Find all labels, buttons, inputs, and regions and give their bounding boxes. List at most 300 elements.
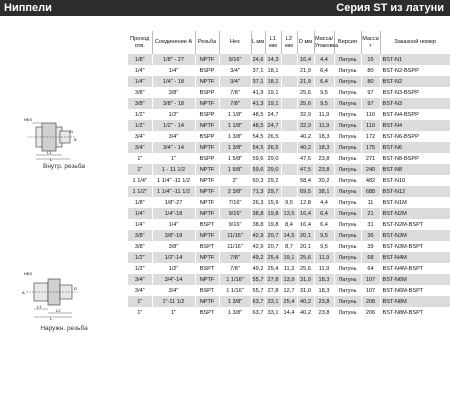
table-cell: 13,9	[281, 274, 297, 285]
table-cell: 26,5	[265, 131, 281, 142]
table-cell: 110	[361, 109, 380, 120]
diagram-label-hex: HEX	[24, 117, 33, 122]
table-cell: 1 3/8"	[219, 296, 251, 307]
table-cell: 3/4" - 14	[152, 142, 195, 153]
table-cell: 29,2	[265, 175, 281, 186]
table-cell: BST-N3-BSPP	[380, 87, 450, 98]
table-row	[128, 285, 450, 296]
table-cell: 1"	[152, 307, 195, 318]
table-cell: 11	[361, 197, 380, 208]
table-cell: Латунь	[334, 208, 361, 219]
table-cell: BST-N2M	[380, 208, 450, 219]
diagram-label-a: A	[22, 290, 25, 295]
table-cell: Латунь	[334, 164, 361, 175]
table-cell: 18,1	[265, 76, 281, 87]
table-cell: 47,5	[297, 164, 314, 175]
table-cell: BST-N4-BSPP	[380, 109, 450, 120]
table-cell: 1"	[128, 296, 152, 307]
table-cell: 48,5	[251, 109, 265, 120]
table-cell: 1/8" - 27	[152, 54, 195, 65]
table-cell: Латунь	[334, 98, 361, 109]
header-bar	[0, 0, 450, 16]
table-cell: 3/8"-18	[152, 230, 195, 241]
table-cell: 8,4	[281, 219, 297, 230]
table-cell: 1"	[128, 153, 152, 164]
table-cell: 47,5	[297, 153, 314, 164]
table-cell: 1 1/4" -11 1/2	[152, 175, 195, 186]
table-header-row	[128, 31, 450, 54]
table-cell: 1/2" - 14	[152, 120, 195, 131]
table-cell: 3/4"	[219, 76, 251, 87]
table-cell: BSPT	[195, 263, 219, 274]
table-cell: 63,7	[251, 296, 265, 307]
table-cell: BST-N3	[380, 98, 450, 109]
table-row	[128, 54, 450, 65]
diagram-label-l2: L2	[56, 308, 61, 313]
table-cell: 40,2	[297, 296, 314, 307]
table-cell: 37,1	[251, 65, 265, 76]
table-cell: BSPT	[195, 219, 219, 230]
table-cell: 63,7	[251, 307, 265, 318]
table-cell: 29,0	[265, 153, 281, 164]
table-cell: 40,2	[297, 142, 314, 153]
table-cell: 54,5	[251, 131, 265, 142]
table-cell: 240	[361, 164, 380, 175]
table-cell: 11,9	[314, 109, 334, 120]
table-cell: 19,1	[265, 87, 281, 98]
diagram-label-hex: HEX	[24, 271, 33, 276]
table-cell: 3/8"	[128, 98, 152, 109]
table-cell: 69,5	[297, 186, 314, 197]
table-cell: NPTF	[195, 296, 219, 307]
table-cell: 206	[361, 307, 380, 318]
table-cell: NPTF	[195, 208, 219, 219]
table-cell: 60,3	[251, 175, 265, 186]
table-cell: 9,5	[314, 98, 334, 109]
table-cell: 3/4"-14	[152, 274, 195, 285]
col-header: Соединение A	[152, 31, 195, 54]
table-cell: 29,0	[265, 164, 281, 175]
table-cell: Латунь	[334, 296, 361, 307]
table-cell: NPTF	[195, 230, 219, 241]
table-cell: 1 1/4"	[128, 175, 152, 186]
table-row	[128, 131, 450, 142]
table-cell: 7/8"	[219, 263, 251, 274]
table-cell: 2"	[219, 175, 251, 186]
table-cell: 1/4"	[152, 219, 195, 230]
table-cell: 20,7	[265, 230, 281, 241]
table-cell: 7/16"	[219, 197, 251, 208]
table-cell: 23,8	[314, 153, 334, 164]
table-cell: 49,2	[251, 263, 265, 274]
table-row	[128, 109, 450, 120]
table-cell	[281, 131, 297, 142]
table-cell: 80	[361, 65, 380, 76]
table-cell: BST-N4	[380, 120, 450, 131]
table-cell: 9/16"	[219, 54, 251, 65]
table-cell: 25,4	[265, 263, 281, 274]
table-cell: 1 - 11 1/2	[152, 164, 195, 175]
table-cell	[281, 109, 297, 120]
table-cell: 32,9	[297, 120, 314, 131]
table-cell: 18,1	[265, 65, 281, 76]
table-cell: 42,9	[251, 230, 265, 241]
table-cell: BST-N2	[380, 76, 450, 87]
table-cell: 24,7	[265, 120, 281, 131]
table-cell: Латунь	[334, 54, 361, 65]
table-cell: BST-N8	[380, 164, 450, 175]
table-cell: 1/2"	[152, 109, 195, 120]
table-cell: 19,1	[281, 252, 297, 263]
table-cell: 11,3	[281, 263, 297, 274]
table-cell: 25,4	[265, 252, 281, 263]
table-cell: 19,8	[265, 219, 281, 230]
table-cell: BSPP	[195, 153, 219, 164]
table-cell: 68	[361, 252, 380, 263]
table-cell: 37,1	[251, 76, 265, 87]
col-header: Резьба	[195, 31, 219, 54]
table-cell: 48,5	[251, 120, 265, 131]
col-header: L2 мм	[281, 31, 297, 54]
table-cell: 1 3/8"	[219, 307, 251, 318]
table-cell: 14,3	[265, 54, 281, 65]
table-cell: Латунь	[334, 109, 361, 120]
table-cell	[281, 175, 297, 186]
table-cell: 41,9	[251, 87, 265, 98]
table-cell: 23,8	[314, 164, 334, 175]
table-row	[128, 197, 450, 208]
table-cell	[281, 76, 297, 87]
table-cell: 16,4	[297, 208, 314, 219]
table-cell: 19,1	[265, 98, 281, 109]
table-row	[128, 252, 450, 263]
table-cell: 20,7	[265, 241, 281, 252]
diagram-label-l1: L1	[47, 150, 52, 155]
table-cell: 1/4"	[128, 65, 152, 76]
table-cell: 59,6	[251, 153, 265, 164]
table-cell: BSPT	[195, 285, 219, 296]
table-cell: 1 1/4" -11 1/2	[152, 186, 195, 197]
table-row	[128, 307, 450, 318]
table-cell	[281, 65, 297, 76]
table-cell	[281, 98, 297, 109]
table-cell: Латунь	[334, 252, 361, 263]
table-cell: NPTF	[195, 142, 219, 153]
table-cell: 18,3	[314, 131, 334, 142]
table-cell: 14,5	[281, 230, 297, 241]
table-cell: 7/8"	[219, 87, 251, 98]
table-cell: 1/2"	[128, 120, 152, 131]
table-cell: Латунь	[334, 120, 361, 131]
table-cell: 80	[361, 76, 380, 87]
table-cell: Латунь	[334, 175, 361, 186]
table-cell: Латунь	[334, 87, 361, 98]
table-cell: 26,3	[251, 197, 265, 208]
table-cell: 6,4	[314, 208, 334, 219]
table-cell: 25,6	[297, 252, 314, 263]
table-cell: 12,7	[281, 285, 297, 296]
table-cell: Латунь	[334, 307, 361, 318]
table-cell: 1/4"	[128, 219, 152, 230]
table-cell: 38,8	[251, 208, 265, 219]
table-cell: 27,8	[265, 274, 281, 285]
table-cell: 1/4"	[128, 76, 152, 87]
table-cell: 1 1/8"	[219, 109, 251, 120]
table-row	[128, 175, 450, 186]
table-cell: 30,2	[314, 175, 334, 186]
table-row	[128, 87, 450, 98]
table-cell: Латунь	[334, 274, 361, 285]
table-cell: 1/4"-18	[152, 208, 195, 219]
table-cell: 11/16"	[219, 241, 251, 252]
table-cell: 27,8	[265, 285, 281, 296]
table-cell: 1/8"	[128, 54, 152, 65]
table-cell	[281, 54, 297, 65]
section-label-female: Внутр. резьба	[42, 163, 86, 170]
table-cell: 41,3	[251, 98, 265, 109]
table-cell: 55,7	[251, 274, 265, 285]
table-cell: 59,6	[251, 164, 265, 175]
table-cell: BST-N3M	[380, 230, 450, 241]
table-row	[128, 241, 450, 252]
table-row	[128, 230, 450, 241]
table-cell: 8,7	[281, 241, 297, 252]
table-row	[128, 76, 450, 87]
table-cell: 39	[361, 241, 380, 252]
table-cell: 11,9	[314, 120, 334, 131]
table-cell: 9,5	[281, 197, 297, 208]
diagram-label-l1: L1	[37, 304, 42, 309]
table-cell: 1"	[128, 307, 152, 318]
col-header: Масса/ Упаковка	[314, 31, 334, 54]
table-cell: 172	[361, 131, 380, 142]
table-cell: 482	[361, 175, 380, 186]
table-cell: BST-N12	[380, 186, 450, 197]
table-cell: 36	[361, 230, 380, 241]
section-label-male: Наружн. резьба	[40, 325, 88, 332]
table-cell: 12,8	[297, 197, 314, 208]
table-cell: 1/2"-14	[152, 252, 195, 263]
table-cell	[281, 142, 297, 153]
table-cell: 9,5	[314, 87, 334, 98]
nipple-female-diagram	[20, 111, 80, 161]
table-cell: 3/4"	[128, 131, 152, 142]
table-row	[128, 153, 450, 164]
table-cell: 3/4"	[128, 142, 152, 153]
table-cell: 23,8	[314, 307, 334, 318]
table-cell: BST-N2-BSPP	[380, 65, 450, 76]
table-cell: NPTF	[195, 120, 219, 131]
table-cell: NPTF	[195, 164, 219, 175]
col-header: Масса г	[361, 31, 380, 54]
table-cell: BST-N1	[380, 54, 450, 65]
table-cell: 25,6	[297, 263, 314, 274]
col-header: L мм	[251, 31, 265, 54]
table-cell: 3/4"	[128, 285, 152, 296]
table-cell: 40,2	[297, 307, 314, 318]
table-cell: BSPP	[195, 131, 219, 142]
table-cell: 20,1	[297, 230, 314, 241]
table-cell: 1 1/16"	[219, 274, 251, 285]
table-cell	[281, 153, 297, 164]
table-cell: 31,0	[297, 274, 314, 285]
table-cell: Латунь	[334, 65, 361, 76]
table-cell: 175	[361, 142, 380, 153]
table-cell: 3/8"	[128, 241, 152, 252]
table-cell: 7/8"	[219, 98, 251, 109]
table-cell: 1/2"	[128, 252, 152, 263]
table-cell: 1"	[128, 164, 152, 175]
table-cell: 32,9	[297, 109, 314, 120]
table-cell: 19,8	[265, 208, 281, 219]
table-cell: 15,9	[265, 197, 281, 208]
table-cell: 16,4	[297, 219, 314, 230]
table-cell: 24,7	[265, 109, 281, 120]
table-cell: 1 3/8"	[219, 131, 251, 142]
table-cell: NPTF	[195, 252, 219, 263]
table-cell: 64	[361, 263, 380, 274]
table-row	[128, 120, 450, 131]
table-cell: 3/4"	[219, 65, 251, 76]
diagram-panel	[0, 16, 128, 410]
table-cell: 38,1	[314, 186, 334, 197]
table-cell: 110	[361, 120, 380, 131]
table-cell: 4,4	[314, 197, 334, 208]
table-cell: 21,9	[297, 65, 314, 76]
table-cell: 3/8"	[152, 87, 195, 98]
table-cell	[281, 164, 297, 175]
table-cell: 55,7	[251, 285, 265, 296]
table-row	[128, 65, 450, 76]
table-cell: Латунь	[334, 197, 361, 208]
table-cell: 2 3/8"	[219, 186, 251, 197]
table-cell: 107	[361, 274, 380, 285]
table-cell: 9/16"	[219, 219, 251, 230]
table-cell: 3/8"	[152, 241, 195, 252]
table-row	[128, 186, 450, 197]
table-row	[128, 208, 450, 219]
table-cell: 1/8"-27	[152, 197, 195, 208]
table-cell: 33,1	[265, 307, 281, 318]
table-cell: 3/8" - 18	[152, 98, 195, 109]
table-cell: 42,9	[251, 241, 265, 252]
table-cell: NPTF	[195, 186, 219, 197]
table-cell: 9/16"	[219, 208, 251, 219]
table-cell: BST-N2M-BSPT	[380, 219, 450, 230]
table-row	[128, 142, 450, 153]
table-cell: BST-N8M-BSPT	[380, 307, 450, 318]
table-cell: 3/8"	[128, 230, 152, 241]
table-cell: 9,5	[314, 230, 334, 241]
table-cell: 1 1/2"	[128, 186, 152, 197]
table-cell: 1/8"	[128, 197, 152, 208]
diagram-label-l: L	[50, 157, 53, 161]
table-cell: 688	[361, 186, 380, 197]
table-cell: Латунь	[334, 230, 361, 241]
table-cell: 1 1/16"	[219, 285, 251, 296]
table-cell: 107	[361, 285, 380, 296]
table-cell: 1 1/8"	[219, 120, 251, 131]
table-cell	[281, 120, 297, 131]
table-cell: 11,9	[314, 263, 334, 274]
table-cell: Латунь	[334, 131, 361, 142]
table-cell: Латунь	[334, 285, 361, 296]
col-header: Проход отв.	[128, 31, 152, 54]
table-cell: BST-N6	[380, 142, 450, 153]
table-cell: 49,2	[251, 252, 265, 263]
table-cell: 1/4"	[152, 65, 195, 76]
table-cell: 54,5	[251, 142, 265, 153]
table-cell: 11,9	[314, 252, 334, 263]
table-cell: 18,3	[314, 274, 334, 285]
table-cell: 6,4	[314, 219, 334, 230]
table-cell: 1/2"	[128, 263, 152, 274]
table-cell: 6,4	[314, 65, 334, 76]
table-row	[128, 164, 450, 175]
table-cell: 1"-11 1/2	[152, 296, 195, 307]
table-row	[128, 296, 450, 307]
table-cell: 24,6	[251, 54, 265, 65]
table-cell: Латунь	[334, 241, 361, 252]
table-cell: 18,3	[314, 285, 334, 296]
table-cell: 208	[361, 296, 380, 307]
table-cell: 58,4	[297, 175, 314, 186]
table-cell	[281, 186, 297, 197]
table-cell: 97	[361, 87, 380, 98]
table-cell: 7/8"	[219, 252, 251, 263]
table-cell: 271	[361, 153, 380, 164]
table-cell: 1/2"	[152, 263, 195, 274]
table-cell: 21,9	[297, 76, 314, 87]
table-cell: 21	[361, 208, 380, 219]
table-cell: 4,4	[314, 54, 334, 65]
table-cell: Латунь	[334, 76, 361, 87]
table-cell: 1/4" - 18	[152, 76, 195, 87]
table-cell: 20,1	[297, 241, 314, 252]
table-cell: 1 5/8"	[219, 153, 251, 164]
col-header: L1 мм	[265, 31, 281, 54]
table-cell: 29,7	[265, 186, 281, 197]
col-header: Заказной номер	[394, 39, 437, 46]
table-cell: 9,5	[314, 241, 334, 252]
diagram-label-d: D	[70, 129, 73, 134]
table-cell: 3/4"	[152, 285, 195, 296]
table-cell: 40,2	[297, 131, 314, 142]
diagram-label-l: L	[50, 316, 53, 321]
table-cell: 3/4"	[152, 131, 195, 142]
col-header: Версия	[334, 31, 361, 54]
table-cell: NPTF	[195, 197, 219, 208]
table-cell: Латунь	[334, 142, 361, 153]
table-cell: 25,4	[281, 296, 297, 307]
table-cell: BST-N8M	[380, 296, 450, 307]
table-row	[128, 263, 450, 274]
table-cell: 25,6	[297, 87, 314, 98]
table-cell: NPTF	[195, 175, 219, 186]
table-cell: 3/4"	[128, 274, 152, 285]
table-cell: Латунь	[334, 186, 361, 197]
table-cell: BST-N8-BSPP	[380, 153, 450, 164]
table-cell: BST-N6M	[380, 274, 450, 285]
table-cell: 18,3	[314, 142, 334, 153]
table-cell: BST-N3M-BSPT	[380, 241, 450, 252]
table-cell: 97	[361, 98, 380, 109]
table-cell: 23,8	[314, 296, 334, 307]
table-cell: 1 5/8"	[219, 164, 251, 175]
table-cell: BSPT	[195, 241, 219, 252]
table-cell: 15	[361, 54, 380, 65]
table-cell: BST-N4M	[380, 252, 450, 263]
